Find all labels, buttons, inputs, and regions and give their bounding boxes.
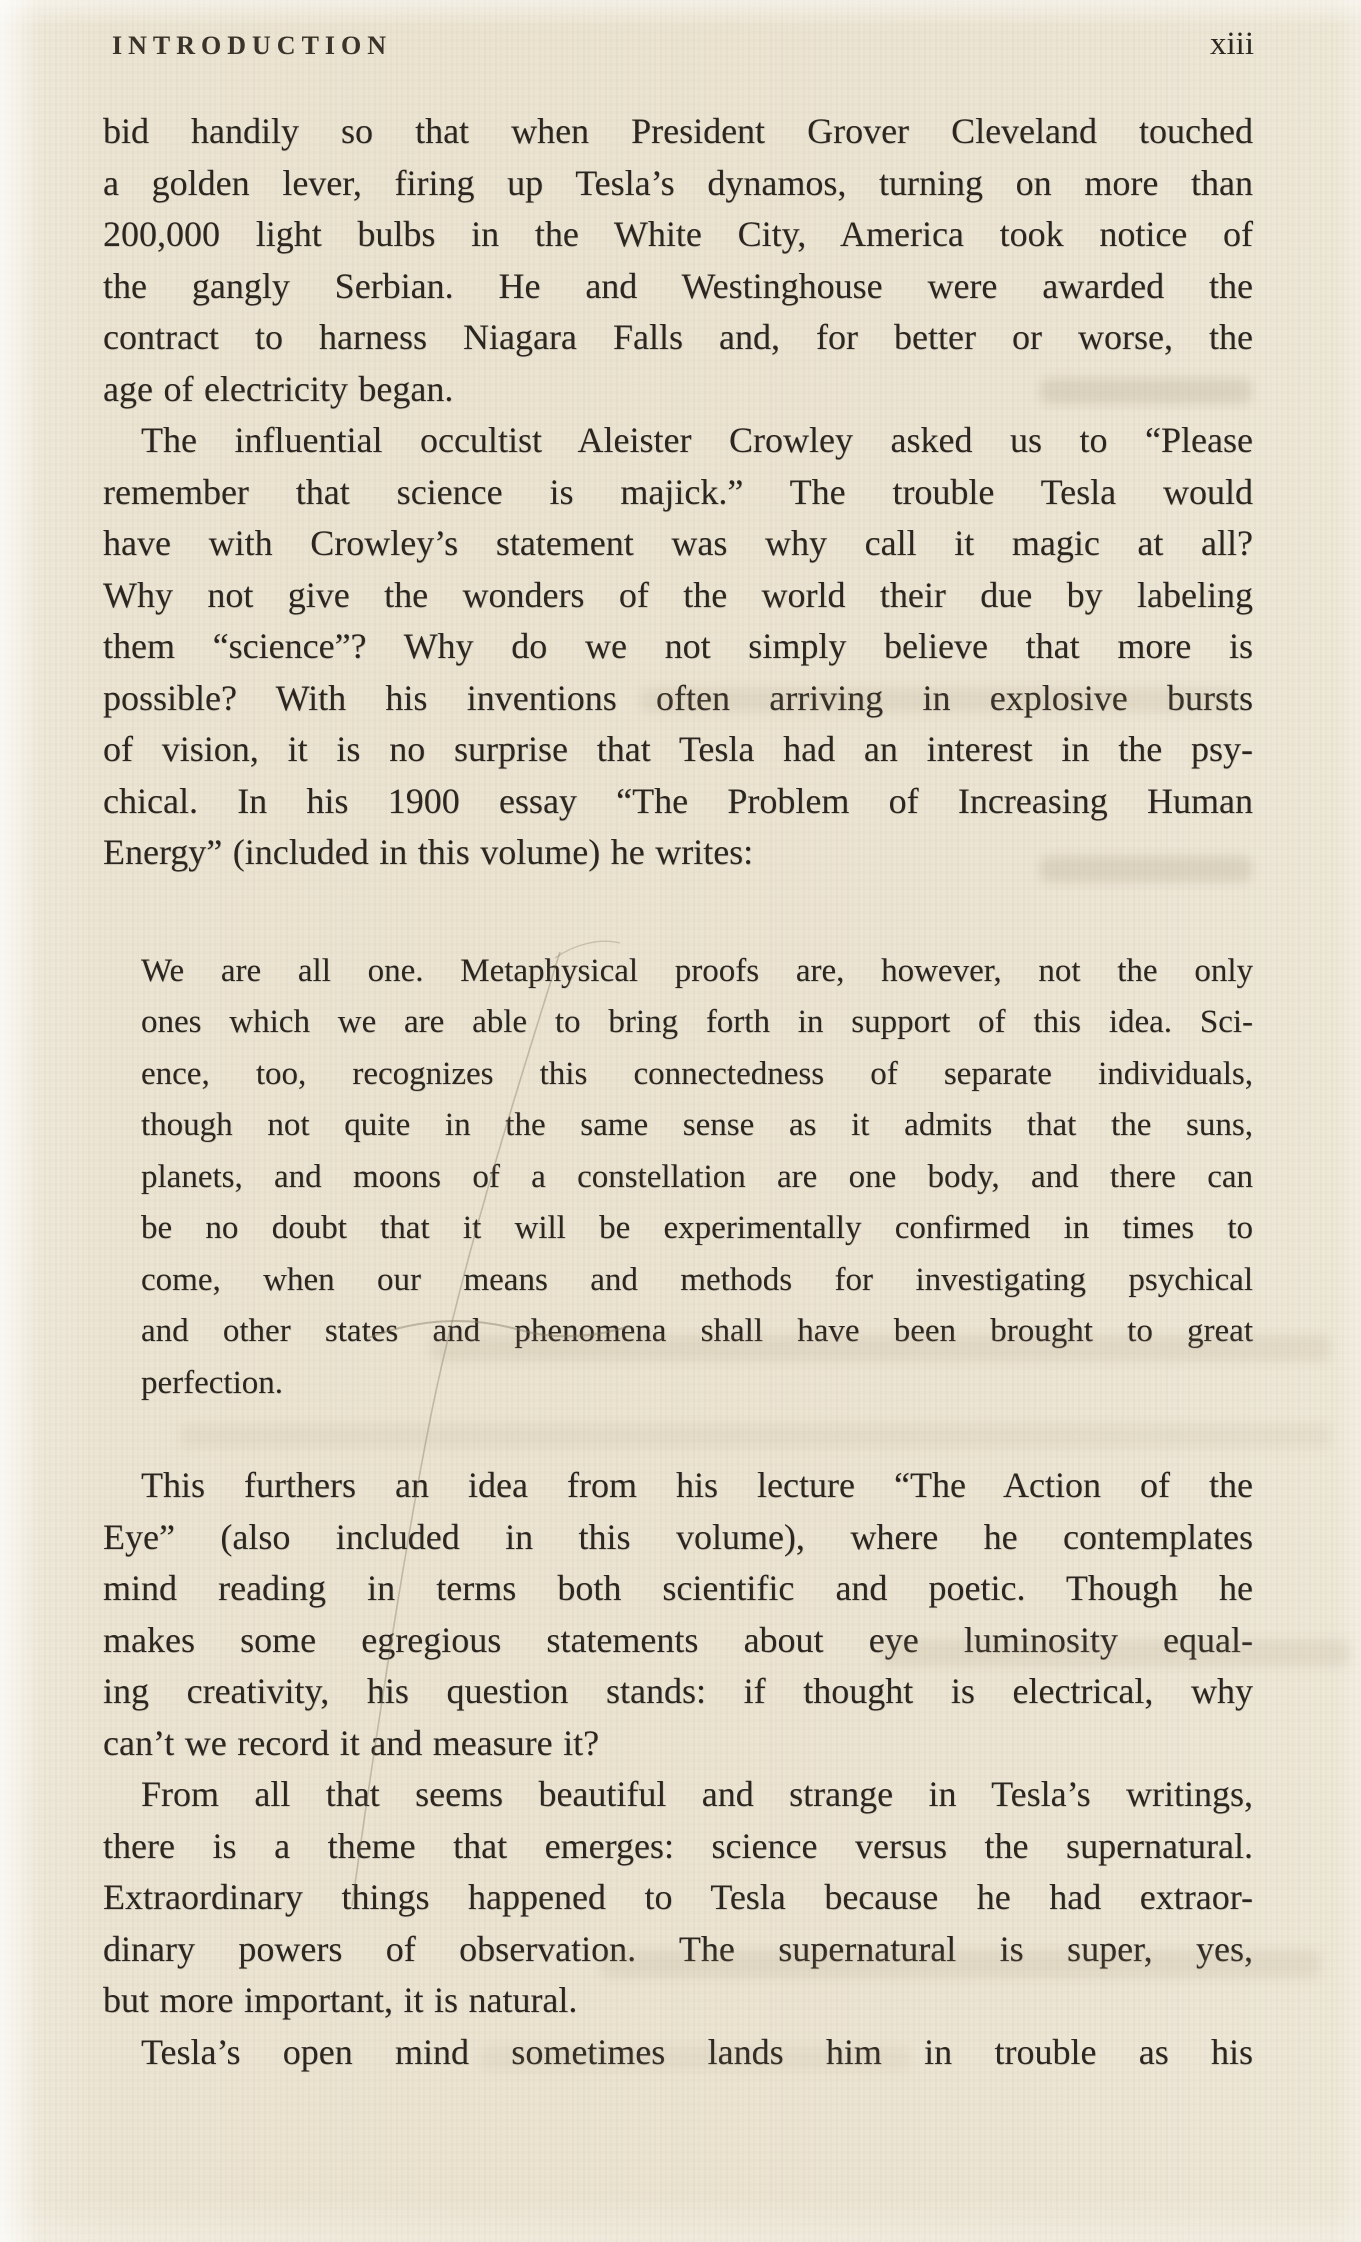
page-number: xiii: [1209, 26, 1254, 62]
text-line: ence, too, recognizes this connectedness of separate individuals,: [141, 1055, 1253, 1092]
text-line: Why not give the wonders of the world their due by labeling: [103, 574, 1253, 615]
page-text-block: [103, 106, 1253, 2078]
text-line: them “science”? Why do we not simply believe that more is: [103, 626, 1253, 666]
text-line: From all that seems beautiful and strange in Tesla’s writings,: [141, 1774, 1253, 1814]
text-line: have with Crowley’s statement was why call it magic at all?: [103, 523, 1253, 563]
block-quote: [141, 946, 1253, 1410]
text-line: age of electricity began.: [103, 368, 454, 409]
text-line: We are all one. Metaphysical proofs are, however, not the only: [141, 952, 1253, 989]
text-line: bid handily so that when President Grover Cleveland touched: [103, 111, 1253, 151]
text-line: a golden lever, firing up Tesla’s dynamos, turning on more than: [103, 162, 1253, 203]
paragraph: [103, 2027, 1253, 2079]
paragraph: [103, 1460, 1253, 1769]
text-line: but more important, it is natural.: [103, 1980, 578, 2020]
text-line: remember that science is majick.” The trouble Tesla would: [103, 471, 1253, 512]
text-line: can’t we record it and measure it?: [103, 1722, 600, 1763]
text-line: ing creativity, his question stands: if thought is electrical, why: [103, 1671, 1253, 1711]
paragraph: [103, 106, 1253, 415]
text-line: possible? With his inventions often arriving in explosive bursts: [103, 677, 1253, 718]
running-header: [112, 26, 1254, 63]
text-line: ones which we are able to bring forth in support of this idea. Sci-: [141, 1004, 1253, 1040]
text-line: Tesla’s open mind sometimes lands him in trouble as his: [141, 2031, 1253, 2072]
text-line: mind reading in terms both scientific and poetic. Though he: [103, 1568, 1253, 1608]
text-line: 200,000 light bulbs in the White City, America took notice of: [103, 214, 1253, 254]
text-line: be no doubt that it will be experimentally confirmed in times to: [141, 1210, 1253, 1246]
running-header-title: INTRODUCTION: [112, 31, 393, 60]
text-line: This furthers an idea from his lecture “The Action of the: [141, 1465, 1253, 1505]
text-line: there is a theme that emerges: science versus the supernatural.: [103, 1825, 1253, 1866]
paragraph: [103, 415, 1253, 879]
text-line: Extraordinary things happened to Tesla because he had extraor-: [103, 1877, 1253, 1917]
text-line: perfection.: [141, 1364, 284, 1401]
text-line: Eye” (also included in this volume), where he contemplates: [103, 1516, 1253, 1557]
text-line: The influential occultist Aleister Crowley asked us to “Please: [141, 420, 1253, 460]
text-line: of vision, it is no surprise that Tesla had an interest in the psy-: [103, 729, 1253, 769]
text-line: dinary powers of observation. The supernatural is super, yes,: [103, 1928, 1253, 1969]
paragraph: [103, 1769, 1253, 2027]
text-line: planets, and moons of a constellation are one body, and there can: [141, 1158, 1253, 1195]
text-line: though not quite in the same sense as it admits that the suns,: [141, 1107, 1253, 1143]
text-line: makes some egregious statements about eye luminosity equal-: [103, 1619, 1253, 1660]
text-line: contract to harness Niagara Falls and, for better or worse, the: [103, 317, 1253, 357]
text-line: come, when our means and methods for investigating psychical: [141, 1261, 1253, 1298]
text-line: the gangly Serbian. He and Westinghouse were awarded the: [103, 265, 1253, 306]
text-line: and other states and phenomena shall have been brought to great: [141, 1313, 1253, 1349]
text-line: chical. In his 1900 essay “The Problem of Increasing Human: [103, 780, 1253, 821]
text-line: Energy” (included in this volume) he writes:: [103, 832, 754, 872]
